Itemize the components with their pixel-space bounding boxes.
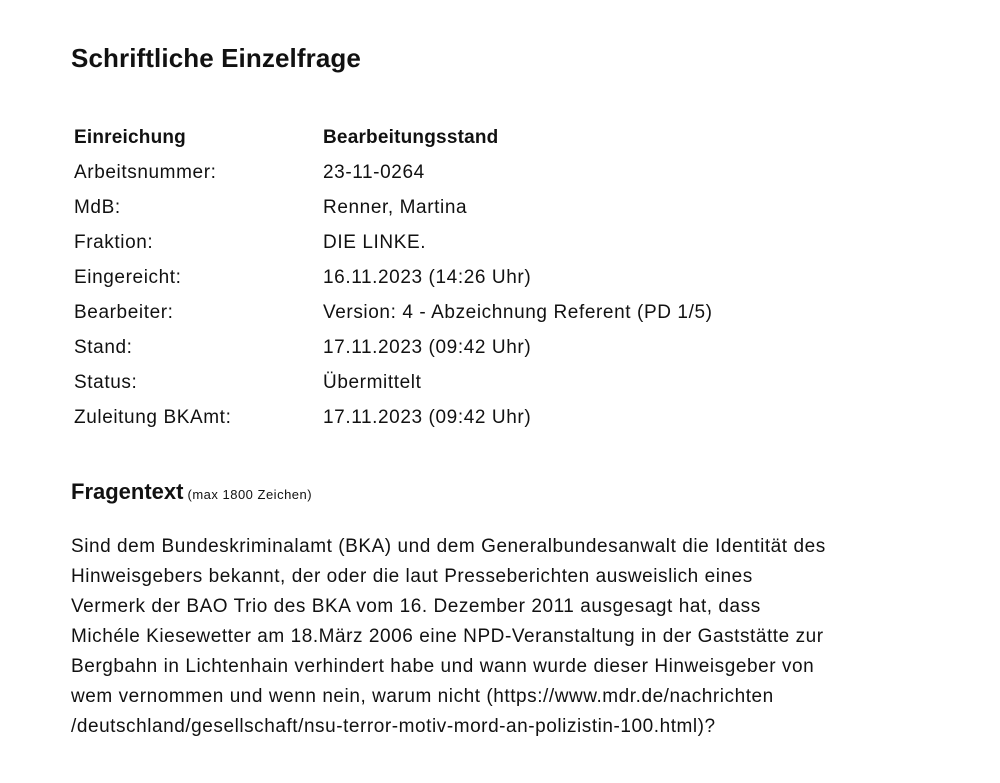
metadata-row-eingereicht: [74, 260, 713, 295]
metadata-table: [74, 120, 713, 435]
metadata-label: MdB:: [74, 196, 121, 218]
metadata-row-fraktion: [74, 225, 713, 260]
metadata-row-bearbeiter: [74, 295, 713, 330]
question-text: Sind dem Bundeskriminalamt (BKA) und dem Generalbundesanwalt die Identität des Hinweisgebers bekannt, der oder die laut Presseberichten ausweislich eines Vermerk der BAO Trio des BKA vom 16. Dezember 2011 ausgesagt hat, dass Michéle Kiesewetter am 18.März 2006 eine NPD-Veranstaltung in der Gaststätte zur Bergbahn in Lichtenhain verhindert habe und wann wurde dieser Hinweisgeber von wem vernommen und wenn nein, warum nicht (https://www.mdr.de/nachrichten /deutschland/gesellschaft/nsu-terror-motiv-mord-an-polizistin-100.html)?: [71, 536, 826, 737]
metadata-value: 23-11-0264: [323, 161, 425, 183]
metadata-value: Renner, Martina: [323, 196, 468, 218]
metadata-label: Status:: [74, 371, 138, 393]
metadata-label: Zuleitung BKAmt:: [74, 406, 232, 428]
metadata-label: Eingereicht:: [74, 266, 182, 288]
metadata-label: Fraktion:: [74, 231, 154, 253]
header-einreichung: Einreichung: [74, 126, 186, 148]
metadata-value: 17.11.2023 (09:42 Uhr): [323, 336, 532, 358]
metadata-row-zuleitung: [74, 400, 713, 435]
character-limit-hint: (max 1800 Zeichen): [187, 487, 313, 502]
metadata-row-stand: [74, 330, 713, 365]
metadata-value: DIE LINKE.: [323, 231, 427, 253]
metadata-value: 16.11.2023 (14:26 Uhr): [323, 266, 532, 288]
page-title: Schriftliche Einzelfrage: [71, 43, 361, 73]
metadata-label: Bearbeiter:: [74, 301, 174, 323]
metadata-value: Übermittelt: [323, 371, 422, 393]
header-bearbeitungsstand: Bearbeitungsstand: [323, 126, 499, 148]
metadata-label: Arbeitsnummer:: [74, 161, 217, 183]
question-heading: Fragentext: [71, 479, 184, 504]
metadata-value: Version: 4 - Abzeichnung Referent (PD 1/5): [323, 301, 713, 323]
metadata-label: Stand:: [74, 336, 133, 358]
metadata-value: 17.11.2023 (09:42 Uhr): [323, 406, 532, 428]
metadata-row-status: [74, 365, 713, 400]
question-section-title: [71, 478, 312, 506]
metadata-row-mdb: [74, 190, 713, 225]
metadata-header-row: [74, 120, 713, 155]
metadata-row-arbeitsnummer: [74, 155, 713, 190]
